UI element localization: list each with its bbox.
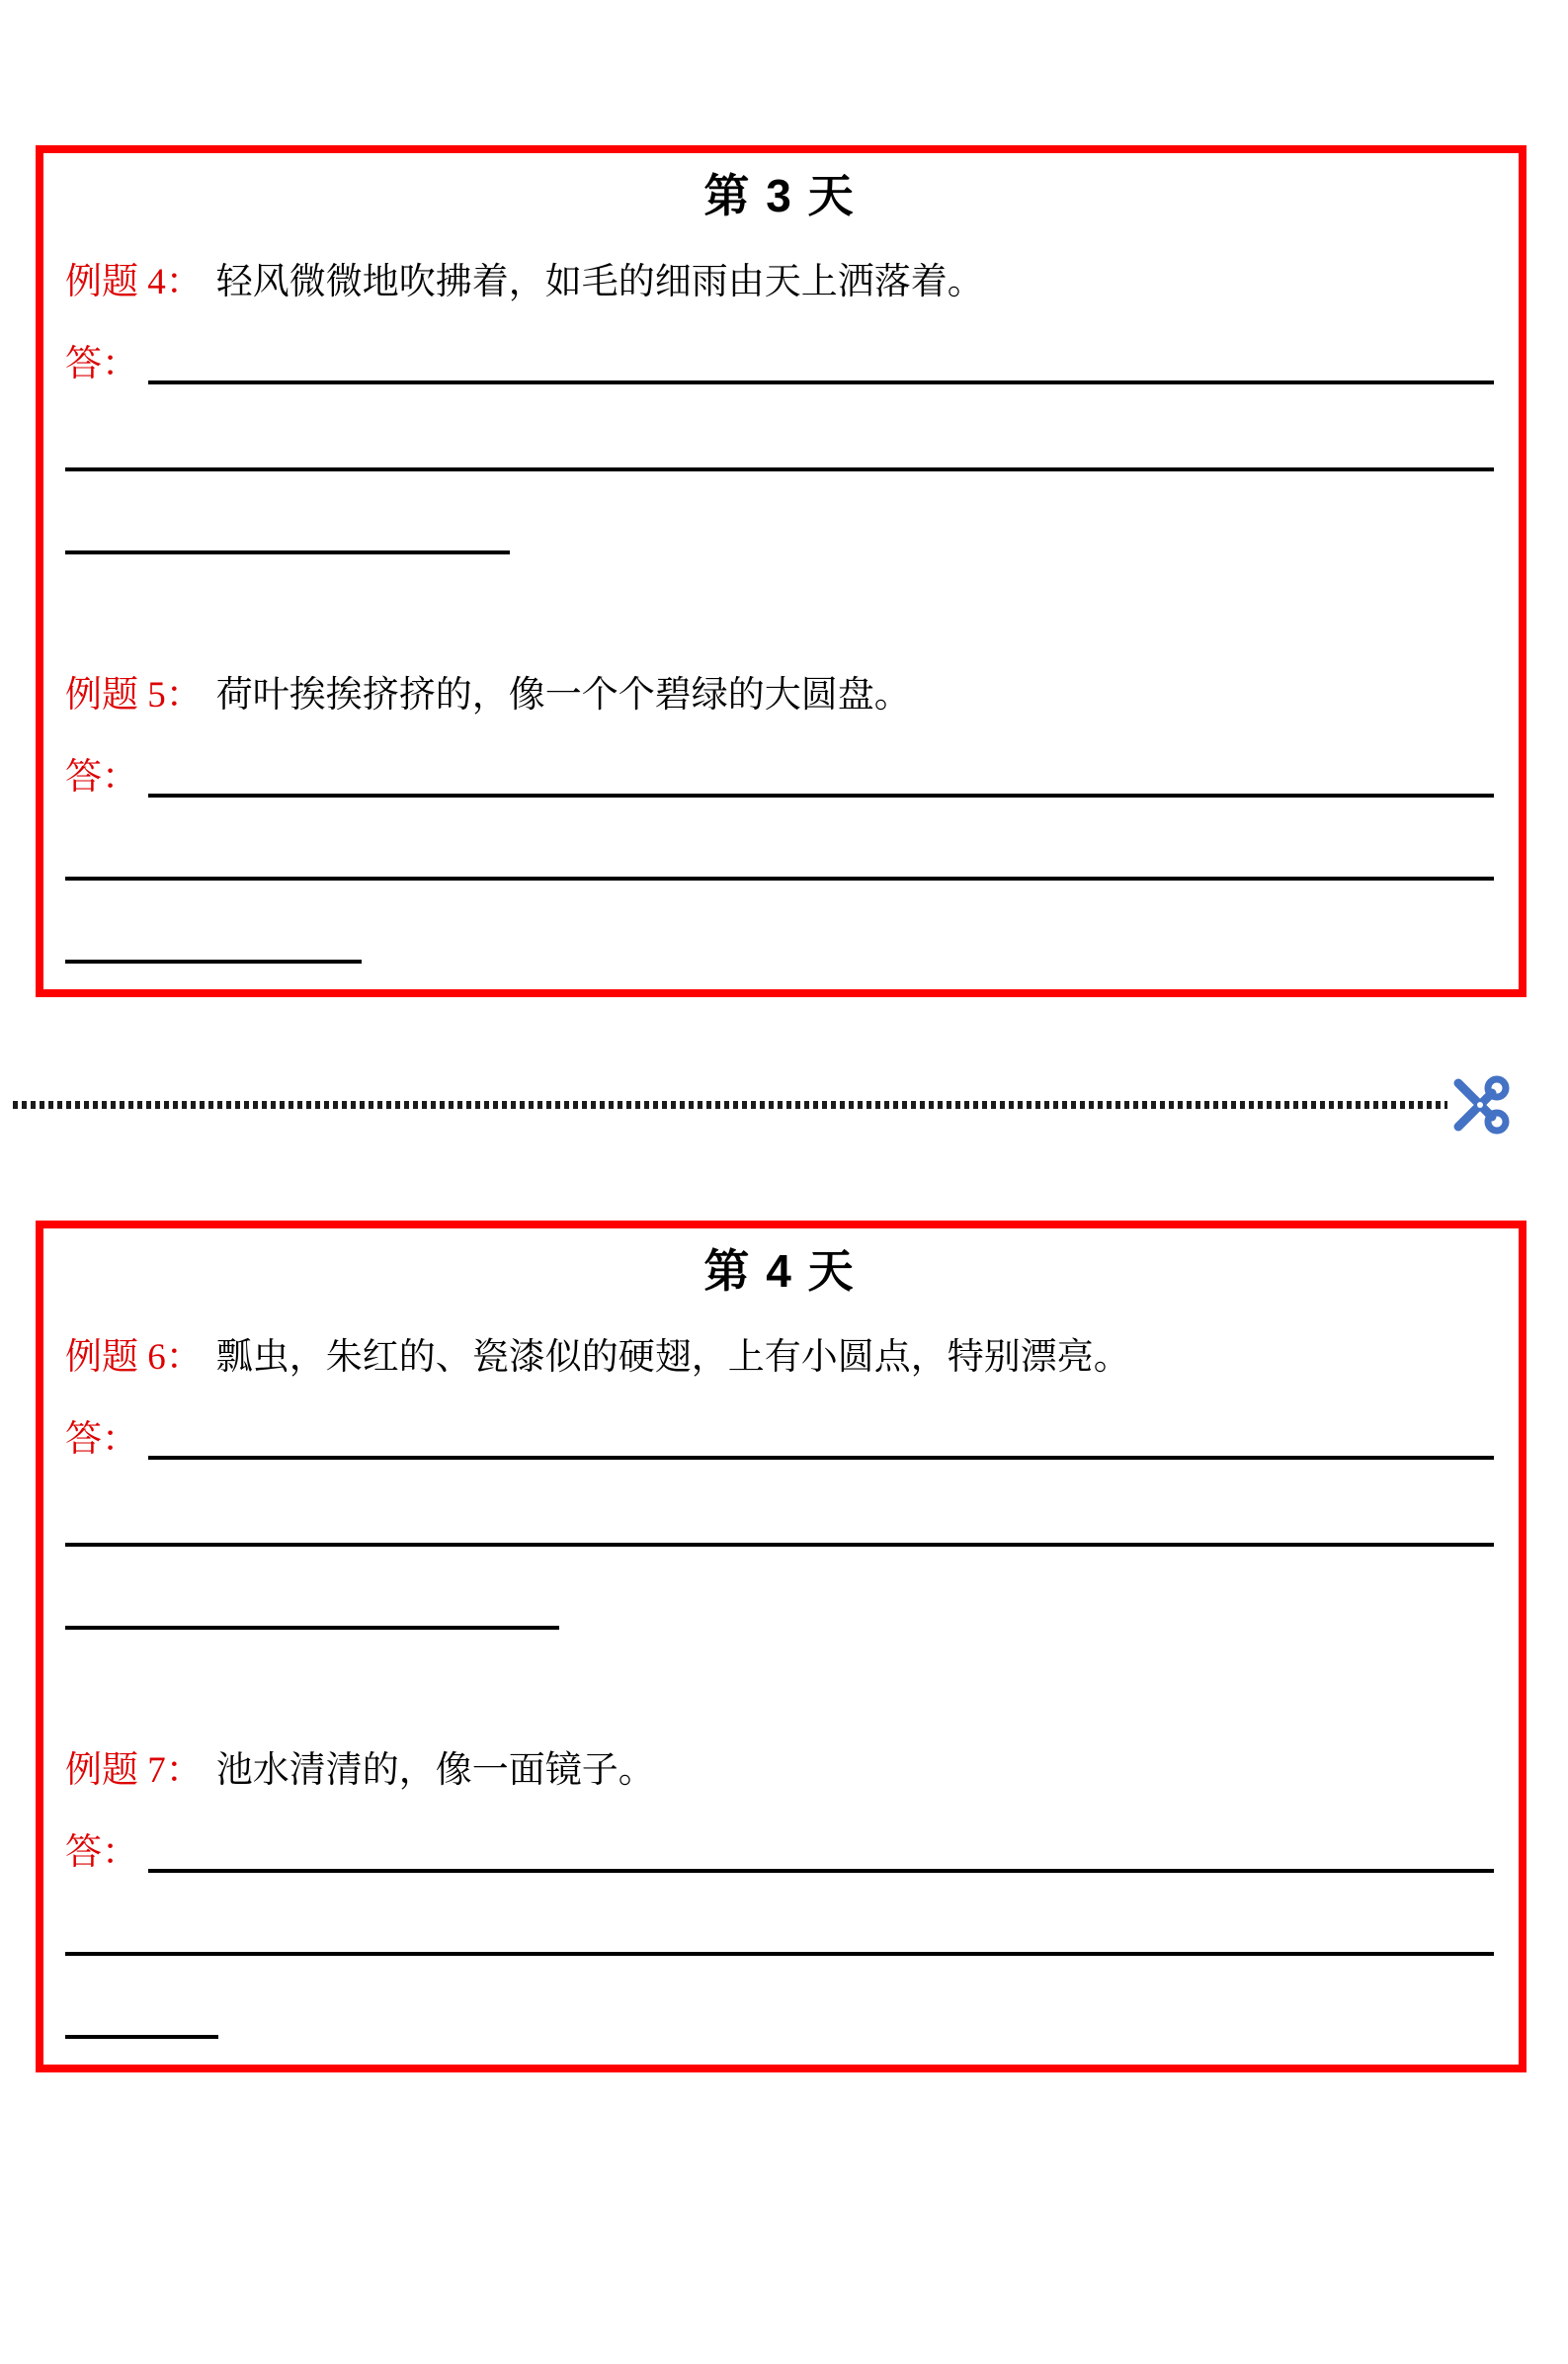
- problem-7: [65, 1746, 1494, 2039]
- day-3-card: [36, 145, 1527, 997]
- problem-5-sentence: [65, 671, 1494, 720]
- problem-5: [65, 671, 1494, 964]
- problem-7-answer-row: [65, 1827, 1494, 1879]
- answer-line: [65, 1626, 559, 1630]
- answer-line: [65, 1952, 1494, 1956]
- problem-5-label: 例题 5：: [65, 675, 203, 716]
- answer-line: [148, 339, 1494, 384]
- answer-line: [65, 1543, 1494, 1547]
- answer-line: [148, 752, 1494, 798]
- answer-line: [148, 1414, 1494, 1460]
- problem-6-label: 例题 6：: [65, 1337, 203, 1378]
- section-title-day3: 第 3 天: [703, 170, 856, 221]
- problem-6-sentence: [65, 1333, 1494, 1383]
- answer-line: [65, 550, 510, 554]
- answer-line: [148, 1827, 1494, 1873]
- answer-line: [65, 960, 362, 964]
- problem-7-label: 例题 7：: [65, 1750, 203, 1791]
- problem-4-answer-label: 答：: [65, 344, 138, 384]
- problem-5-answer-label: 答：: [65, 757, 138, 798]
- answer-line: [65, 2035, 218, 2039]
- problem-5-answer-row: [65, 752, 1494, 803]
- scissors-icon: [1453, 1074, 1511, 1136]
- problem-4-sentence: [65, 258, 1494, 307]
- problem-4-answer-row: [65, 339, 1494, 390]
- problem-7-sentence: [65, 1746, 1494, 1796]
- cut-line-dashes: [13, 1101, 1447, 1109]
- problem-5-text: 荷叶挨挨挤挤的，像一个个碧绿的大圆盘。: [215, 675, 911, 716]
- problem-7-answer-label: 答：: [65, 1832, 138, 1873]
- problem-4-label: 例题 4：: [65, 262, 203, 302]
- problem-6-answer-label: 答：: [65, 1419, 138, 1460]
- section-title-day4: 第 4 天: [703, 1245, 856, 1297]
- problem-6-answer-row: [65, 1414, 1494, 1466]
- answer-line: [65, 467, 1494, 471]
- problem-7-text: 池水清清的，像一面镜子。: [215, 1750, 655, 1791]
- worksheet-page: [0, 145, 1568, 2364]
- day-4-card: [36, 1221, 1527, 2072]
- cut-line: [13, 1074, 1511, 1136]
- problem-4-text: 轻风微微地吹拂着，如毛的细雨由天上洒落着。: [215, 262, 984, 302]
- problem-6: [65, 1333, 1494, 1630]
- problem-6-text: 瓢虫，朱红的、瓷漆似的硬翅，上有小圆点，特别漂亮。: [215, 1337, 1130, 1378]
- problem-4: [65, 258, 1494, 554]
- answer-line: [65, 877, 1494, 881]
